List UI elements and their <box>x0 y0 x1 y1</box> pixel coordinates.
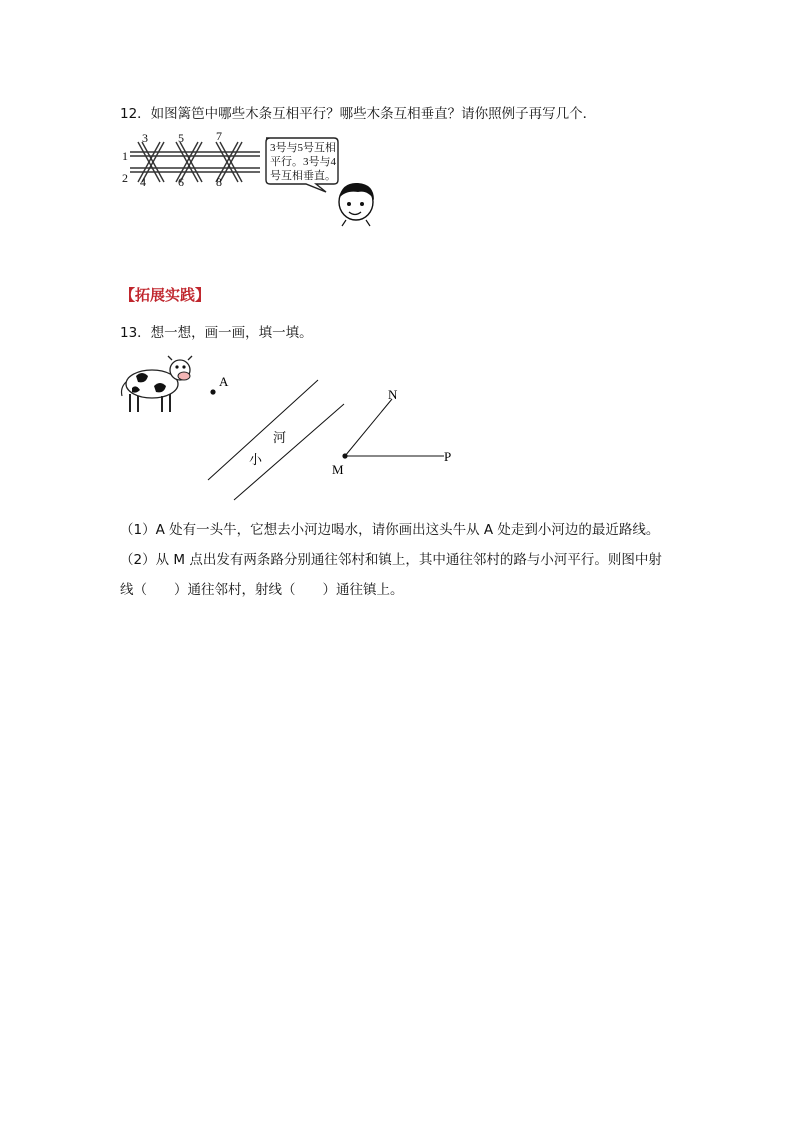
speech-bubble <box>262 134 342 194</box>
fence-label-1: 1 <box>122 149 128 163</box>
fence-label-5: 5 <box>178 131 184 145</box>
label-p: P <box>444 449 452 464</box>
question-13-text: 13．想一想，画一画，填一填。 <box>120 325 313 341</box>
question-13-part-1: （1）A 处有一头牛，它想去小河边喝水，请你画出这头牛从 A 处走到小河边的最近路线。 <box>120 522 660 538</box>
point-a <box>210 389 215 394</box>
fence-label-7: 7 <box>216 129 222 143</box>
label-a: A <box>219 374 229 389</box>
bubble-line-3: 号互相垂直。 <box>270 170 336 182</box>
river-char-xiao: 小 <box>249 453 263 468</box>
question-13-part-2-line-1: （2）从 M 点出发有两条路分别通往邻村和镇上，其中通往邻村的路与小河平行。则图中射 <box>120 552 662 568</box>
fence-label-8: 8 <box>216 175 222 189</box>
river-bank-upper <box>208 380 318 480</box>
child-face-icon <box>334 180 384 230</box>
fence-label-3: 3 <box>142 131 148 145</box>
fence-slats <box>138 142 242 182</box>
section-heading: 【拓展实践】 <box>120 286 211 304</box>
fence-label-6: 6 <box>178 175 184 189</box>
point-m <box>342 453 347 458</box>
river-char-he: 河 <box>273 431 287 446</box>
bubble-line-2: 平行。3号与4 <box>270 156 336 168</box>
question-13-part-2-line-2: 线（ ）通往邻村，射线（ ）通往镇上。 <box>120 582 404 598</box>
river-bank-lower <box>234 404 344 500</box>
geometry-figure <box>200 372 480 512</box>
fence-label-4: 4 <box>140 175 146 189</box>
ray-mn <box>345 399 392 456</box>
question-12-text: 12．如图篱笆中哪些木条互相平行？哪些木条互相垂直？请你照例子再写几个． <box>120 106 597 122</box>
cow-icon <box>118 354 198 416</box>
fence-figure <box>120 130 270 190</box>
fence-label-2: 2 <box>122 171 128 185</box>
label-n: N <box>388 387 398 402</box>
label-m: M <box>332 462 344 477</box>
bubble-line-1: 3号与5号互相 <box>270 142 336 154</box>
